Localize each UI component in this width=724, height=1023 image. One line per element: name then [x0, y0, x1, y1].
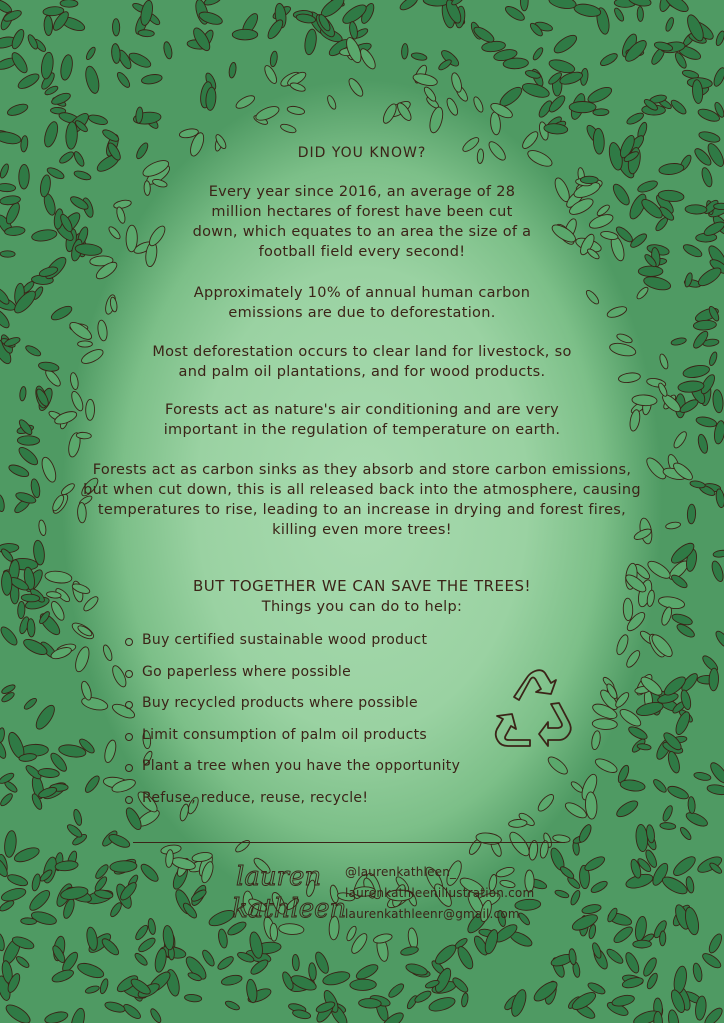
leaf-shape: [637, 6, 644, 21]
leaf-shape: [636, 179, 659, 195]
leaf-shape: [234, 838, 251, 854]
leaf-shape: [39, 456, 58, 484]
leaf-shape: [39, 174, 52, 197]
circle-bullet-icon: [125, 733, 133, 741]
leaf-shape: [147, 224, 168, 248]
leaf-shape: [580, 176, 598, 183]
leaf-shape: [600, 230, 619, 241]
leaf-shape: [17, 436, 39, 446]
tip-text: Buy recycled products where possible: [142, 695, 418, 711]
leaf-shape: [19, 164, 30, 189]
leaf-shape: [635, 286, 649, 301]
leaf-shape: [709, 668, 719, 691]
leaf-shape: [109, 901, 124, 918]
leaf-shape: [398, 0, 419, 12]
leaf-shape: [69, 1007, 87, 1023]
leaf-shape: [292, 954, 300, 971]
leaf-shape: [679, 826, 693, 841]
leaf-shape: [612, 924, 635, 945]
social-handle[interactable]: @laurenkathleen_: [345, 865, 457, 879]
leaf-shape: [692, 962, 704, 982]
leaf-shape: [546, 754, 571, 777]
leaf-shape: [85, 926, 99, 951]
leaf-shape: [0, 624, 20, 647]
leaf-shape: [450, 72, 464, 94]
leaf-shape: [592, 718, 618, 730]
fact-paragraph: Approximately 10% of annual human carbon emissions are due to deforestation.: [193, 285, 531, 321]
leaf-shape: [706, 783, 724, 796]
leaf-shape: [13, 845, 41, 865]
leaf-shape: [60, 0, 78, 7]
list-item: [125, 664, 460, 696]
leaf-shape: [33, 703, 58, 732]
leaf-shape: [531, 46, 544, 61]
leaf-shape: [0, 886, 27, 904]
circle-bullet-icon: [125, 670, 133, 678]
leaf-shape: [24, 344, 42, 358]
leaf-shape: [16, 445, 40, 468]
poster-heading: DID YOU KNOW?: [297, 145, 427, 161]
leaf-shape: [569, 102, 596, 113]
leaf-shape: [133, 952, 149, 968]
leaf-shape: [85, 46, 97, 61]
leaf-shape: [144, 181, 151, 196]
website-link[interactable]: laurenkathleenillustration.com: [345, 886, 535, 900]
leaf-shape: [44, 15, 53, 35]
leaf-shape: [115, 206, 126, 224]
leaf-shape: [633, 940, 652, 948]
leaf-shape: [6, 102, 29, 118]
leaf-shape: [524, 69, 541, 80]
leaf-shape: [528, 840, 539, 860]
leaf-shape: [712, 389, 724, 413]
leaf-shape: [583, 854, 607, 873]
leaf-shape: [303, 28, 318, 55]
list-item: [125, 790, 460, 822]
leaf-shape: [707, 932, 724, 955]
leaf-shape: [245, 979, 258, 1004]
tip-text: Plant a tree when you have the opportunity: [142, 758, 461, 774]
list-item: [125, 695, 460, 727]
leaf-shape: [0, 792, 14, 808]
leaf-shape: [141, 73, 163, 85]
leaf-shape: [358, 998, 381, 1008]
leaf-shape: [536, 792, 556, 813]
leaf-shape: [614, 798, 640, 820]
leaf-shape: [548, 0, 577, 11]
leaf-shape: [433, 942, 459, 967]
leaf-shape: [308, 963, 317, 981]
leaf-shape: [99, 978, 110, 995]
leaf-shape: [644, 455, 669, 482]
leaf-shape: [348, 21, 358, 40]
leaf-shape: [593, 756, 619, 775]
leaf-shape: [113, 199, 132, 210]
fact-paragraph: Forests act as nature's air conditioning and are very important in the regulation of temperature on earth.: [163, 402, 561, 438]
logo-line-1: lauren: [236, 862, 322, 892]
leaf-shape: [606, 304, 628, 319]
leaf-shape: [461, 992, 469, 1007]
leaf-shape: [687, 504, 696, 524]
leaf-shape: [85, 985, 101, 995]
leaf-shape: [232, 29, 257, 40]
leaf-shape: [599, 51, 619, 68]
fact-paragraph: Every year since 2016, an average of 28 million hectares of forest have been cut down, which equates to an area the size of a football field every second!: [192, 184, 532, 260]
leaf-shape: [657, 382, 669, 398]
leaf-shape: [49, 304, 73, 323]
leaf-shape: [6, 872, 29, 887]
leaf-shape: [400, 945, 419, 956]
leaf-shape: [506, 829, 532, 858]
leaf-shape: [712, 66, 724, 88]
leaf-shape: [326, 94, 338, 110]
leaf-shape: [15, 955, 31, 970]
leaf-shape: [664, 17, 675, 33]
leaf-shape: [0, 494, 6, 513]
leaf-shape: [455, 944, 476, 971]
leaf-shape: [126, 225, 138, 252]
leaf-shape: [76, 960, 106, 980]
fact-paragraph: Forests act as carbon sinks as they absorb and store carbon emissions, but when cut down, this is all released back into the atmosphere, causing temperatures to rise, leading to an increase in drying and forest fires, killing even more trees!: [83, 462, 641, 538]
lauren-kathleen-logo: [230, 855, 347, 925]
leaf-shape: [59, 54, 74, 81]
leaf-shape: [672, 430, 689, 450]
list-item: [125, 758, 460, 790]
leaf-shape: [21, 636, 49, 657]
leaf-shape: [102, 644, 114, 662]
leaf-shape: [83, 774, 102, 795]
leaf-shape: [427, 106, 445, 134]
leaf-shape: [445, 97, 460, 117]
leaf-shape: [666, 784, 690, 802]
leaf-shape: [700, 167, 714, 188]
leaf-shape: [60, 482, 76, 497]
leaf-shape: [198, 10, 224, 27]
leaf-shape: [671, 853, 699, 878]
leaf-shape: [590, 730, 601, 750]
leaf-shape: [715, 488, 724, 508]
leaf-shape: [373, 932, 393, 944]
leaf-shape: [666, 750, 681, 774]
leaf-shape: [495, 866, 515, 879]
list-item: [125, 632, 460, 664]
leaf-shape: [228, 62, 237, 78]
leaf-shape: [0, 251, 15, 258]
leaf-shape: [660, 822, 676, 830]
leaf-shape: [38, 361, 60, 373]
leaf-shape: [584, 289, 600, 306]
leaf-shape: [665, 521, 681, 530]
leaf-shape: [563, 800, 589, 821]
call-to-action-subtitle: Things you can do to help:: [261, 599, 463, 615]
leaf-shape: [611, 993, 635, 1007]
leaf-shape: [354, 962, 380, 982]
leaf-shape: [0, 183, 16, 192]
leaf-shape: [623, 951, 641, 975]
leaf-shape: [714, 629, 724, 650]
leaf-shape: [216, 954, 235, 971]
leaf-shape: [80, 695, 108, 712]
leaf-shape: [104, 1000, 126, 1014]
list-item: [125, 727, 460, 759]
leaf-shape: [658, 162, 684, 176]
leaf-shape: [44, 1010, 69, 1023]
leaf-shape: [265, 18, 285, 41]
leaf-shape: [698, 130, 721, 144]
leaf-shape: [3, 1002, 33, 1023]
leaf-shape: [346, 76, 365, 98]
leaf-shape: [407, 927, 419, 949]
leaf-shape: [184, 994, 202, 1003]
leaf-shape: [23, 697, 38, 711]
leaf-shape: [521, 81, 551, 100]
leaf-shape: [632, 394, 658, 406]
leaf-shape: [254, 104, 281, 123]
leaf-shape: [658, 353, 669, 370]
leaf-shape: [38, 520, 47, 537]
leaf-shape: [27, 619, 36, 638]
leaf-shape: [685, 204, 707, 214]
leaf-shape: [97, 320, 109, 342]
leaf-shape: [217, 928, 228, 948]
leaf-shape: [31, 228, 58, 242]
leaf-shape: [269, 51, 278, 67]
leaf-shape: [615, 633, 631, 656]
leaf-shape: [27, 887, 53, 913]
leaf-shape: [568, 948, 577, 965]
leaf-shape: [682, 242, 704, 259]
leaf-shape: [684, 810, 709, 829]
leaf-shape: [262, 64, 279, 85]
leaf-shape: [577, 823, 593, 844]
fact-paragraph: Most deforestation occurs to clear land for livestock, so and palm oil plantations, and for wood products.: [152, 344, 572, 380]
leaf-shape: [110, 860, 138, 873]
leaf-shape: [689, 480, 705, 489]
leaf-shape: [162, 41, 173, 60]
circle-bullet-icon: [125, 764, 133, 772]
leaf-shape: [697, 433, 710, 454]
leaf-shape: [618, 372, 641, 384]
leaf-shape: [695, 415, 717, 428]
leaf-shape: [661, 804, 674, 822]
leaf-shape: [608, 341, 636, 358]
leaf-shape: [138, 862, 160, 884]
leaf-shape: [152, 178, 168, 189]
tip-text: Buy certified sustainable wood product: [142, 632, 428, 648]
leaf-shape: [387, 982, 406, 1000]
leaf-shape: [559, 865, 576, 880]
leaf-shape: [669, 98, 688, 116]
leaf-shape: [638, 266, 663, 276]
leaf-shape: [586, 84, 614, 105]
leaf-shape: [3, 830, 17, 858]
leaf-shape: [69, 390, 85, 412]
leaf-shape: [220, 974, 242, 987]
leaf-shape: [593, 109, 609, 116]
leaf-shape: [73, 169, 92, 181]
leaf-shape: [0, 727, 5, 742]
leaf-shape: [31, 873, 42, 891]
leaf-shape: [153, 947, 168, 973]
leaf-shape: [0, 932, 6, 951]
leaf-shape: [624, 649, 642, 670]
leaf-shape: [122, 1002, 143, 1021]
leaf-shape: [613, 7, 626, 23]
leaf-shape: [200, 948, 216, 967]
leaf-shape: [0, 163, 10, 179]
leaf-shape: [80, 680, 94, 701]
leaf-shape: [280, 123, 298, 135]
leaf-shape: [700, 951, 723, 971]
leaf-shape: [19, 386, 27, 401]
leaf-shape: [80, 347, 106, 367]
email-link[interactable]: laurenkathleenr@gmail.com: [345, 907, 520, 921]
leaf-shape: [86, 399, 95, 420]
leaf-shape: [73, 645, 92, 673]
leaf-shape: [411, 52, 428, 62]
tip-text: Limit consumption of palm oil products: [142, 726, 427, 743]
leaf-shape: [107, 225, 122, 240]
leaf-shape: [67, 319, 94, 342]
leaf-shape: [78, 341, 93, 347]
leaf-shape: [69, 372, 79, 390]
leaf-shape: [520, 0, 528, 11]
call-to-action-title: BUT TOGETHER WE CAN SAVE THE TREES!: [192, 577, 532, 595]
leaf-shape: [350, 979, 377, 991]
leaf-shape: [573, 2, 602, 18]
leaf-shape: [111, 43, 121, 63]
leaf-shape: [224, 999, 240, 1011]
leaf-shape: [605, 947, 625, 966]
leaf-shape: [713, 549, 724, 558]
leaf-shape: [103, 739, 118, 764]
leaf-shape: [552, 32, 580, 56]
leaf-shape: [619, 779, 645, 793]
tip-text: Refuse, reduce, reuse, recycle!: [142, 789, 369, 806]
leaf-shape: [554, 889, 570, 899]
leaf-shape: [401, 43, 408, 59]
leaf-shape: [72, 809, 83, 827]
circle-bullet-icon: [125, 638, 133, 646]
leaf-shape: [472, 96, 485, 114]
circle-bullet-icon: [125, 701, 133, 709]
recycle-icon: [493, 670, 573, 748]
leaf-shape: [590, 879, 609, 895]
circle-bullet-icon: [125, 796, 133, 804]
footer-divider: [133, 842, 565, 843]
leaf-shape: [569, 889, 582, 906]
leaf-shape: [287, 105, 306, 116]
tip-text: Go paperless where possible: [142, 663, 351, 680]
leaf-shape: [508, 819, 527, 828]
leaf-shape: [138, 29, 155, 37]
leaf-shape: [693, 320, 717, 331]
leaf-shape: [270, 923, 278, 941]
leaf-shape: [652, 778, 669, 795]
leaf-shape: [682, 363, 710, 379]
leaf-shape: [147, 918, 156, 935]
leaf-shape: [7, 463, 30, 479]
leaf-shape: [673, 710, 692, 736]
leaf-shape: [134, 924, 150, 942]
logo-line-2: kathleen: [232, 894, 347, 924]
leaf-shape: [234, 93, 256, 111]
leaf-shape: [670, 337, 686, 347]
leaf-shape: [581, 903, 602, 915]
leaf-shape: [708, 351, 718, 366]
leaf-shape: [696, 265, 724, 289]
leaf-shape: [628, 409, 641, 432]
leaf-shape: [610, 182, 632, 208]
leaf-shape: [87, 113, 108, 126]
leaf-shape: [115, 71, 132, 90]
leaf-shape: [149, 1007, 163, 1023]
leaf-shape: [683, 906, 701, 936]
leaf-shape: [83, 65, 101, 95]
leaf-shape: [693, 771, 711, 782]
tips-list: [125, 632, 460, 821]
leaf-shape: [292, 1008, 312, 1020]
leaf-shape: [688, 796, 696, 813]
leaf-shape: [708, 760, 724, 786]
leaf-shape: [715, 30, 724, 47]
leaf-shape: [660, 874, 690, 897]
leaf-shape: [16, 71, 41, 91]
leaf-shape: [627, 724, 649, 741]
leaf-shape: [107, 832, 131, 850]
leaf-shape: [112, 19, 119, 36]
leaf-shape: [412, 72, 439, 88]
leaf-shape: [427, 995, 456, 1014]
leaf-shape: [659, 931, 666, 946]
leaf-shape: [616, 332, 634, 344]
